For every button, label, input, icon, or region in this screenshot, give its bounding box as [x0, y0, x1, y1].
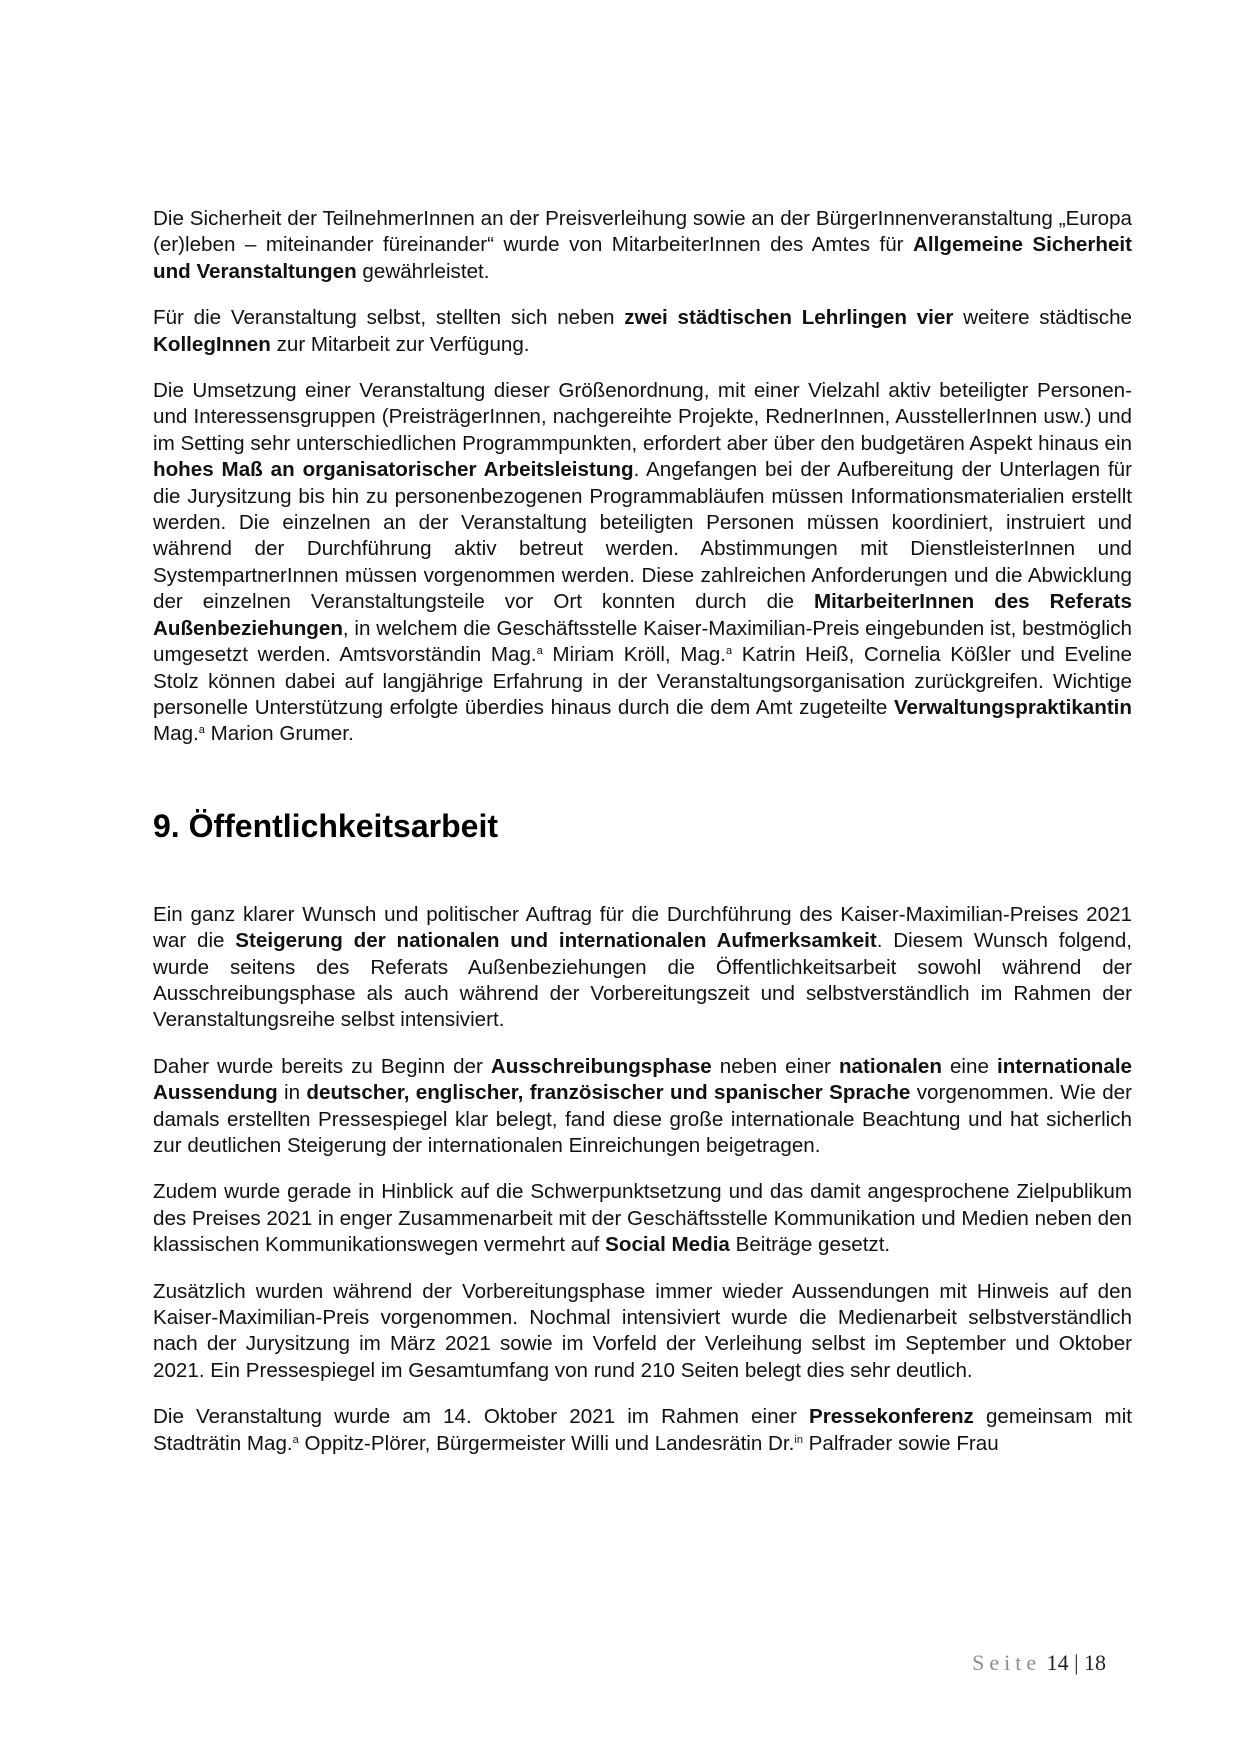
bold-text: Pressekonferenz: [808, 1405, 974, 1429]
bold-text: Allgemeine Sicherheit und Veranstaltungen: [153, 233, 1132, 283]
text-run: vorgenommen. Wie der damals erstellten Pressespiegel klar belegt, fand diese große internationale Beachtung und hat sicherlich zur deutlichen Steigerung der internationalen Einreichungen beigetragen.: [153, 1081, 1132, 1157]
text-run: . Diesem Wunsch folgend, wurde seitens des Referats Außenbeziehungen die Öffentlichkeitsarbeit sowohl während der Ausschreibungsphase als auch während der Vorbereitungszeit und selbstverständlich im Rahmen der Veranstaltungsreihe selbst intensiviert.: [153, 929, 1133, 1032]
footer-current-page: 14: [1046, 1650, 1069, 1675]
text-run: neben einer: [711, 1054, 839, 1078]
text-run: eine: [941, 1054, 997, 1078]
footer-separator: |: [1074, 1650, 1079, 1675]
superscript-text: a: [198, 724, 205, 737]
superscript-text: a: [536, 645, 543, 658]
superscript-text: a: [292, 1433, 299, 1446]
text-run: gewährleistet.: [356, 259, 490, 283]
text-run: , in welchem die Geschäftsstelle Kaiser-Maximilian-Preis eingebunden ist, bestmöglich umgesetzt werden. Amtsvorständin Mag.: [153, 616, 1132, 667]
text-run: . Angefangen bei der Aufbereitung der Unterlagen für die Jurysitzung bis hin zu personenbezogenen Programmabläufen müssen Informationsmaterialien erstellt werden. Die einzelnen an der Veranstaltung beteiligten Personen müssen koordiniert, instruiert und während der Durchführung aktiv betreut werden. Abstimmungen mit DienstleisterInnen und SystempartnerInnen müssen vorgenommen werden. Diese zahlreichen Anforderungen und die Abwicklung der einzelnen Veranstaltungsteile vor Ort konnten durch die: [153, 458, 1132, 614]
text-run: Miriam Kröll, Mag.: [542, 643, 727, 667]
bold-text: hohes Maß an organisatorischer Arbeitsleistung: [153, 458, 634, 482]
body-paragraph: [153, 1279, 1132, 1385]
text-run: in: [277, 1081, 307, 1105]
footer-page-label: Seite: [972, 1650, 1042, 1675]
text-run: Zusätzlich wurden während der Vorbereitungsphase immer wieder Aussendungen mit Hinweis auf den Kaiser-Maximilian-Preis vorgenommen. Nochmal intensiviert wurde die Medienarbeit selbstverständlich nach der Jurysitzung im März 2021 sowie im Vorfeld der Verleihung selbst im September und Oktober 2021. Ein Pressespiegel im Gesamtumfang von rund 210 Seiten belegt dies sehr deutlich.: [153, 1279, 1132, 1382]
text-run: Marion Grumer.: [204, 722, 354, 746]
body-paragraph: [153, 206, 1132, 285]
bold-text: Steigerung der nationalen und internationalen Aufmerksamkeit: [235, 929, 877, 953]
superscript-text: a: [726, 645, 733, 658]
bold-text: deutscher, englischer, französischer und spanischer Sprache: [306, 1081, 911, 1105]
text-run: Die Veranstaltung wurde am 14. Oktober 2021 im Rahmen einer: [153, 1405, 809, 1429]
bold-text: Verwaltungspraktikantin: [893, 695, 1132, 719]
text-run: Katrin Heiß, Cornelia Kößler und Eveline Stolz können dabei auf langjährige Erfahrung in der Veranstaltungsorganisation zurückgreifen. Wichtige personelle Unterstützung erfolgte überdies hinaus durch die dem Amt zugeteilte: [153, 643, 1132, 719]
text-run: zur Mitarbeit zur Verfügung.: [270, 332, 530, 356]
bold-text: zwei städtischen Lehrlingen vier: [624, 306, 954, 330]
bold-text: nationalen: [838, 1054, 942, 1078]
text-run: Palfrader sowie Frau: [802, 1431, 999, 1455]
bold-text: MitarbeiterInnen des Referats Außenbeziehungen: [153, 590, 1132, 640]
body-paragraph: [153, 1179, 1132, 1258]
text-run: weitere städtische: [953, 306, 1132, 330]
intro-paragraphs: [153, 206, 1132, 748]
document-page: [153, 206, 1132, 1477]
bold-text: internationale Aussendung: [153, 1054, 1132, 1105]
section-paragraphs: [153, 902, 1132, 1457]
text-run: gemeinsam mit Stadträtin Mag.: [153, 1405, 1133, 1455]
text-run: Die Sicherheit der TeilnehmerInnen an der Preisverleihung sowie an der BürgerInnenveranstaltung „Europa (er)leben – miteinander füreinander“ wurde von MitarbeiterInnen des Amtes für: [153, 207, 1132, 257]
section-heading: 9. Öffentlichkeitsarbeit: [153, 807, 498, 844]
text-run: Daher wurde bereits zu Beginn der: [153, 1054, 491, 1078]
bold-text: KollegInnen: [153, 332, 271, 356]
body-paragraph: [153, 902, 1132, 1034]
page-footer: [946, 1650, 1106, 1676]
text-run: Ein ganz klarer Wunsch und politischer Auftrag für die Durchführung des Kaiser-Maximilian-Preises 2021 war die: [153, 902, 1132, 953]
body-paragraph: [153, 1404, 1132, 1457]
text-run: Oppitz-Plörer, Bürgermeister Willi und Landesrätin Dr.: [298, 1431, 795, 1455]
text-run: Beiträge gesetzt.: [729, 1233, 891, 1257]
footer-total-pages: 18: [1084, 1650, 1106, 1675]
text-run: Zudem wurde gerade in Hinblick auf die Schwerpunktsetzung und das damit angesprochene Zielpublikum des Preises 2021 in enger Zusammenarbeit mit der Geschäftsstelle Kommunikation und Medien neben den klassischen Kommunikationswegen vermehrt auf: [153, 1180, 1132, 1257]
body-paragraph: [153, 305, 1132, 358]
bold-text: Ausschreibungsphase: [490, 1054, 712, 1078]
body-paragraph: [153, 1054, 1132, 1160]
text-run: Für die Veranstaltung selbst, stellten sich neben: [153, 306, 625, 330]
superscript-text: in: [794, 1433, 803, 1446]
text-run: Die Umsetzung einer Veranstaltung dieser Größenordnung, mit einer Vielzahl aktiv beteiligter Personen- und Interessensgruppen (PreisträgerInnen, nachgereihte Projekte, RednerInnen, AusstellerInnen usw.) und im Setting sehr unterschiedlichen Programmpunkten, erfordert aber über den budgetären Aspekt hinaus ein: [153, 379, 1132, 455]
text-run: Mag.: [153, 722, 199, 746]
body-paragraph: [153, 378, 1132, 748]
bold-text: Social Media: [605, 1233, 730, 1257]
